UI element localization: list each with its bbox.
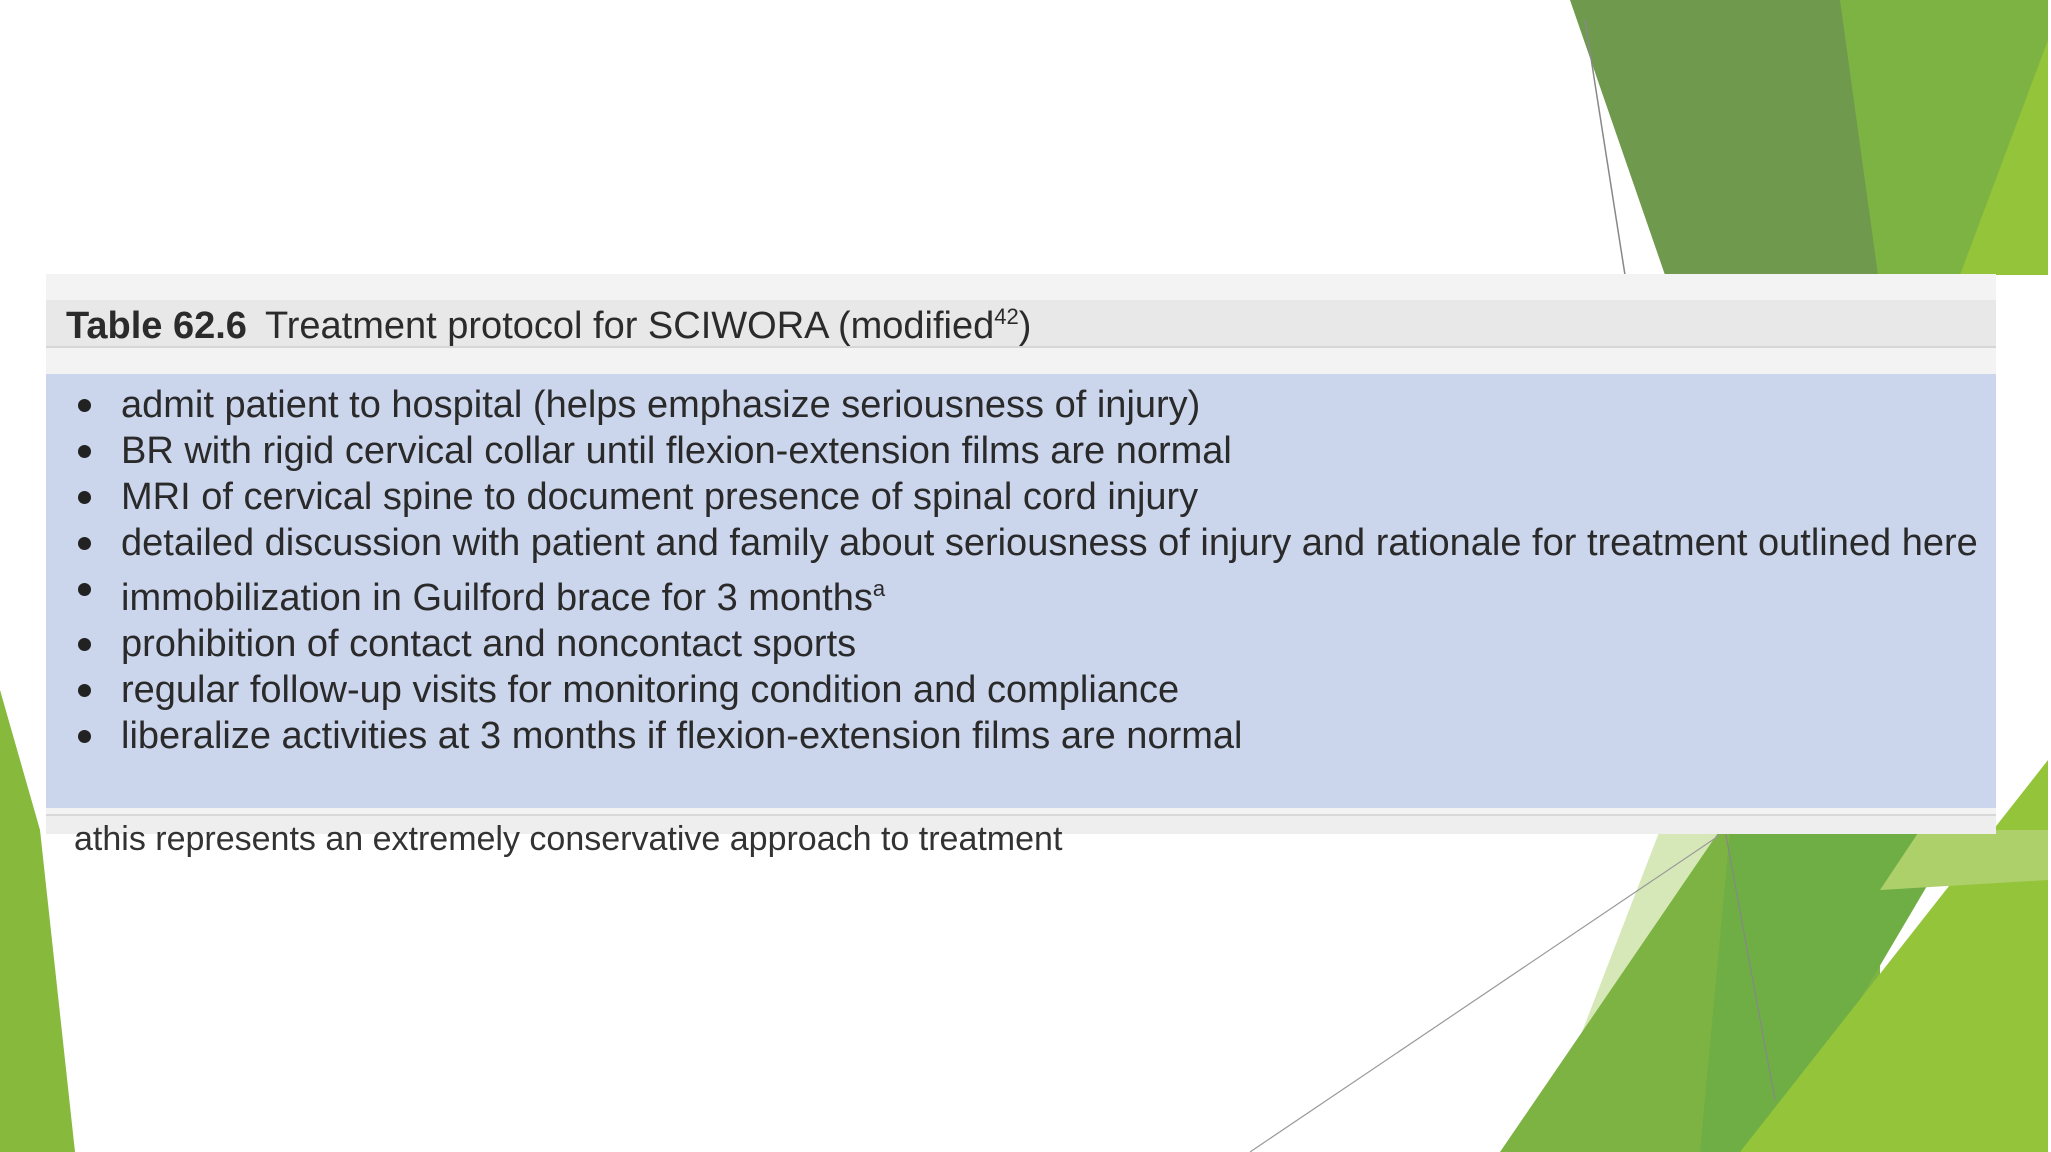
table-footer: [46, 814, 1996, 858]
list-item-text: immobilization in Guilford brace for 3 months: [121, 577, 873, 619]
bullet-icon: [78, 684, 91, 697]
table-title-text: Treatment protocol for SCIWORA (modified: [264, 305, 995, 347]
bullet-icon: [78, 583, 91, 596]
list-item-text: liberalize activities at 3 months if flexion-extension films are normal: [121, 715, 1243, 757]
bullet-icon: [78, 491, 91, 504]
bullet-icon: [78, 445, 91, 458]
bullet-icon: [78, 638, 91, 651]
bullet-icon: [78, 399, 91, 412]
list-item: [46, 667, 1996, 713]
list-item-text: detailed discussion with patient and family about seriousness of injury and rationale for treatment outlined here: [121, 522, 1978, 564]
bullet-icon: [78, 537, 91, 550]
bullet-icon: [78, 730, 91, 743]
list-item: [46, 474, 1996, 520]
table-body: [46, 374, 1996, 808]
table-title: [66, 304, 1031, 348]
bullet-list: [46, 382, 1996, 759]
list-item: [46, 520, 2051, 566]
list-item: [46, 428, 1996, 474]
list-item-text: BR with rigid cervical collar until flexion-extension films are normal: [121, 430, 1232, 472]
list-item: [46, 382, 1996, 428]
table-title-superscript: 42: [994, 304, 1019, 329]
list-item-text: regular follow-up visits for monitoring condition and compliance: [121, 669, 1180, 711]
table-footnote: athis represents an extremely conservative approach to treatment: [74, 820, 1063, 858]
table-image: [46, 274, 1996, 858]
list-item-text: admit patient to hospital (helps emphasize seriousness of injury): [121, 384, 1201, 426]
list-item-text: prohibition of contact and noncontact sports: [121, 623, 857, 665]
list-item: [46, 713, 1996, 759]
deco-shape-top-dark: [1570, 0, 1880, 275]
table-title-close: ): [1018, 305, 1032, 347]
footnote-marker: a: [872, 576, 886, 601]
list-item: [46, 566, 1996, 621]
table-number: Table 62.6: [66, 305, 247, 347]
list-item: [46, 621, 1996, 667]
list-item-text: MRI of cervical spine to document presence of spinal cord injury: [121, 476, 1199, 518]
